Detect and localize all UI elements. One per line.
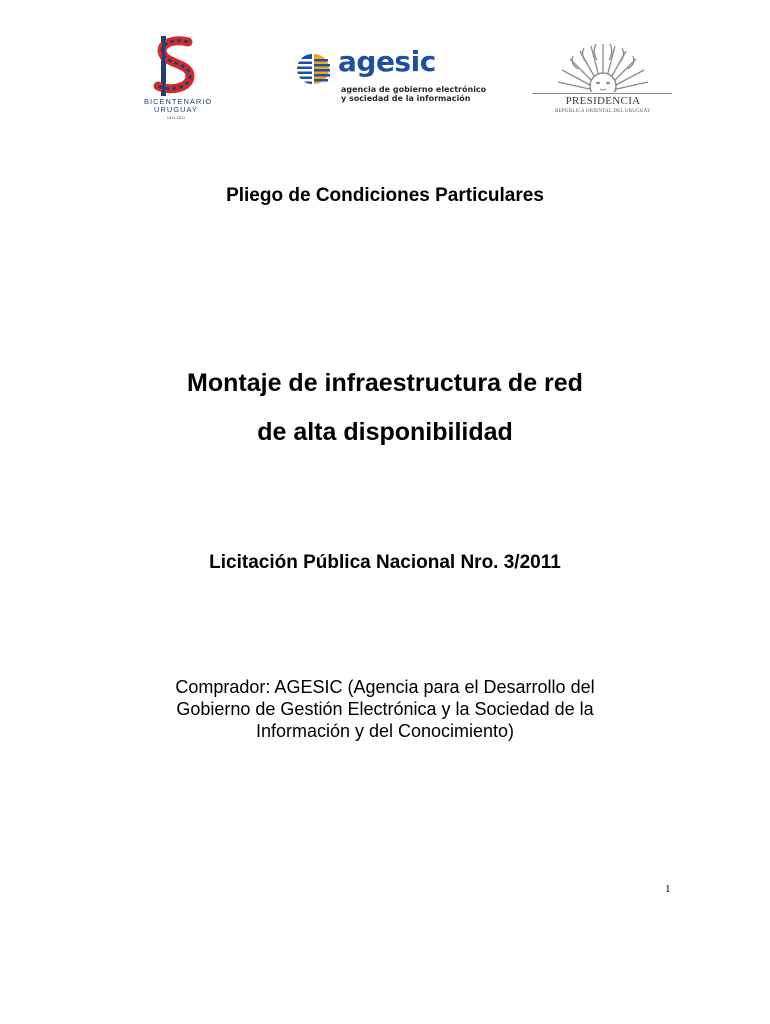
agesic-tagline-1: agencia de gobierno electrónico bbox=[341, 85, 487, 94]
bicentenario-line2: URUGUAY bbox=[154, 105, 198, 114]
agesic-tagline-2: y sociedad de la información bbox=[341, 94, 471, 103]
sun-of-may-icon bbox=[556, 40, 650, 94]
agesic-mark-icon bbox=[294, 52, 334, 86]
page-number: 1 bbox=[665, 883, 671, 895]
bicentenario-line1: BICENTENARIO bbox=[144, 97, 213, 106]
buyer-line-2: Gobierno de Gestión Electrónica y la Sociedad de la bbox=[176, 699, 594, 719]
agesic-wordmark: agesic bbox=[338, 45, 436, 78]
buyer-line-3: Información y del Conocimiento) bbox=[255, 721, 515, 741]
bicentenario-emblem-icon bbox=[144, 34, 208, 98]
presidencia-subtitle: REPÚBLICA ORIENTAL DEL URUGUAY bbox=[555, 109, 651, 114]
bicentenario-logo bbox=[144, 34, 213, 126]
document-heading: Pliego de Condiciones Particulares bbox=[226, 185, 544, 206]
bicentenario-line3: 1811-2011 bbox=[166, 115, 186, 120]
buyer-line-1: Comprador: AGESIC (Agencia para el Desarrollo del bbox=[175, 677, 595, 697]
buyer-paragraph bbox=[0, 676, 770, 742]
presidencia-divider bbox=[532, 93, 672, 94]
tender-reference: Licitación Pública Nacional Nro. 3/2011 bbox=[209, 552, 561, 573]
agesic-logo bbox=[294, 45, 487, 106]
presidencia-logo bbox=[530, 40, 676, 118]
document-title-line-1: Montaje de infraestructura de red bbox=[187, 369, 583, 397]
document-title-line-2: de alta disponibilidad bbox=[257, 418, 513, 446]
presidencia-name: PRESIDENCIA bbox=[565, 95, 641, 107]
